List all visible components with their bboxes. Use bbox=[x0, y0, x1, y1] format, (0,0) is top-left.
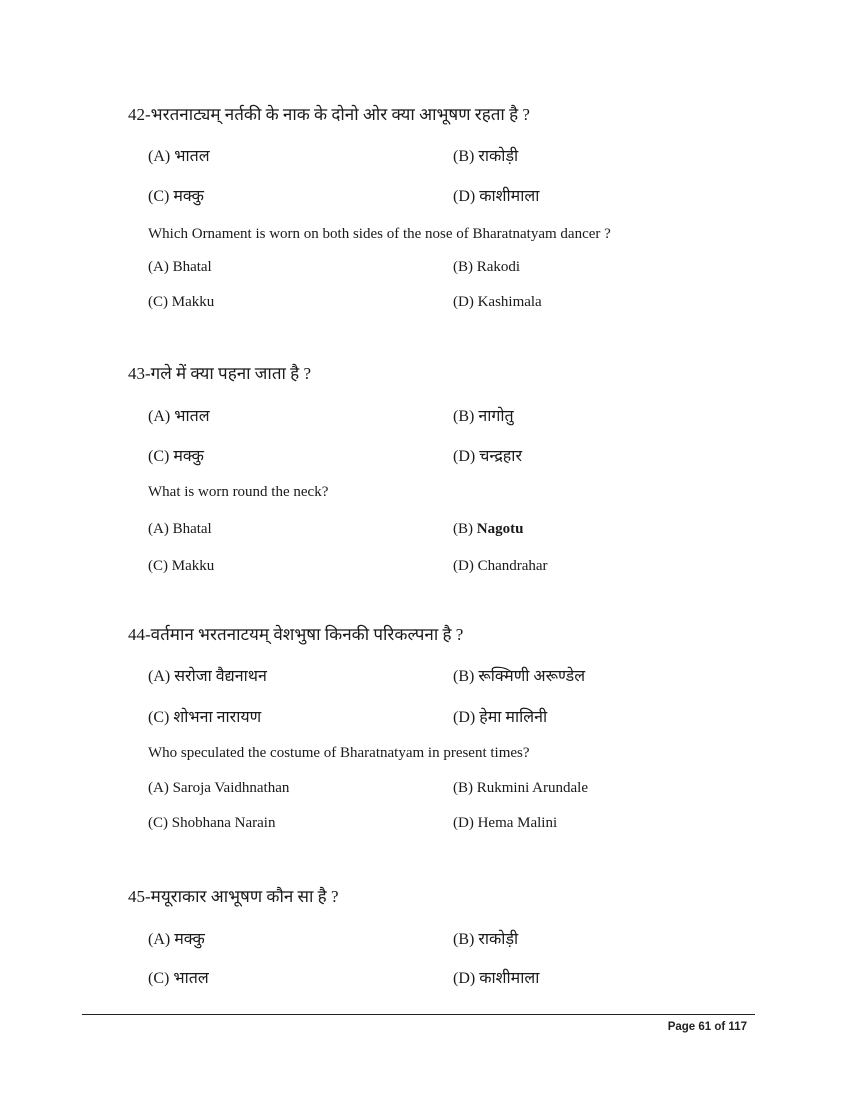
question-45-hindi: 45-मयूराकार आभूषण कौन सा है ? bbox=[128, 887, 339, 906]
question-43-hindi: 43-गले में क्या पहना जाता है ? bbox=[128, 364, 311, 383]
q42-english-option-c: (C) Makku bbox=[148, 294, 215, 310]
footer-divider bbox=[82, 1014, 755, 1015]
q42-hindi-option-d: (D) काशीमाला bbox=[453, 188, 540, 205]
q43-english-option-d: (D) Chandrahar bbox=[453, 558, 548, 574]
q44-english-option-c: (C) Shobhana Narain bbox=[148, 815, 276, 831]
q43-answer-nagotu: Nagotu bbox=[476, 521, 524, 537]
q44-english-option-a: (A) Saroja Vaidhnathan bbox=[148, 780, 290, 796]
q45-hindi-option-b: (B) राकोड़ी bbox=[453, 931, 519, 948]
question-44-english: Who speculated the costume of Bharatnatyam in present times? bbox=[148, 745, 530, 761]
q43-hindi-option-d: (D) चन्द्रहार bbox=[453, 448, 522, 465]
q43-hindi-option-a: (A) भातल bbox=[148, 408, 210, 425]
page-number: Page 61 of 117 bbox=[667, 1021, 747, 1033]
q44-hindi-option-a: (A) सरोजा वैद्यनाथन bbox=[148, 668, 267, 685]
q44-english-option-b: (B) Rukmini Arundale bbox=[453, 780, 588, 796]
q43-english-option-b bbox=[453, 521, 523, 538]
q44-hindi-option-d: (D) हेमा मालिनी bbox=[453, 709, 548, 726]
question-42-english: Which Ornament is worn on both sides of the nose of Bharatnatyam dancer ? bbox=[148, 226, 611, 242]
question-42-hindi: 42-भरतनाट्यम् नर्तकी के नाक के दोनो ओर क्या आभूषण रहता है ? bbox=[128, 105, 530, 124]
q42-english-option-d: (D) Kashimala bbox=[453, 294, 542, 310]
q42-hindi-option-a: (A) भातल bbox=[148, 148, 210, 165]
q45-hindi-option-d: (D) काशीमाला bbox=[453, 970, 540, 987]
q44-hindi-option-b: (B) रूक्मिणी अरूण्डेल bbox=[453, 668, 586, 685]
q44-english-option-d: (D) Hema Malini bbox=[453, 815, 558, 831]
q42-english-option-b: (B) Rakodi bbox=[453, 259, 521, 275]
q44-hindi-option-c: (C) शोभना नारायण bbox=[148, 709, 262, 726]
q42-english-option-a: (A) Bhatal bbox=[148, 259, 212, 275]
q43-english-option-a: (A) Bhatal bbox=[148, 521, 212, 537]
q43-hindi-option-b: (B) नागोतु bbox=[453, 408, 514, 425]
question-43-english: What is worn round the neck? bbox=[148, 484, 329, 500]
q42-hindi-option-b: (B) राकोड़ी bbox=[453, 148, 519, 165]
q42-hindi-option-c: (C) मक्कु bbox=[148, 188, 204, 205]
q45-hindi-option-a: (A) मक्कु bbox=[148, 931, 205, 948]
q45-hindi-option-c: (C) भातल bbox=[148, 970, 209, 987]
q43-hindi-option-c: (C) मक्कु bbox=[148, 448, 204, 465]
question-44-hindi: 44-वर्तमान भरतनाटयम् वेशभुषा किनकी परिकल्पना है ? bbox=[128, 625, 464, 644]
q43-english-option-c: (C) Makku bbox=[148, 558, 215, 574]
q43-english-option-b-letter: (B) bbox=[453, 521, 477, 537]
